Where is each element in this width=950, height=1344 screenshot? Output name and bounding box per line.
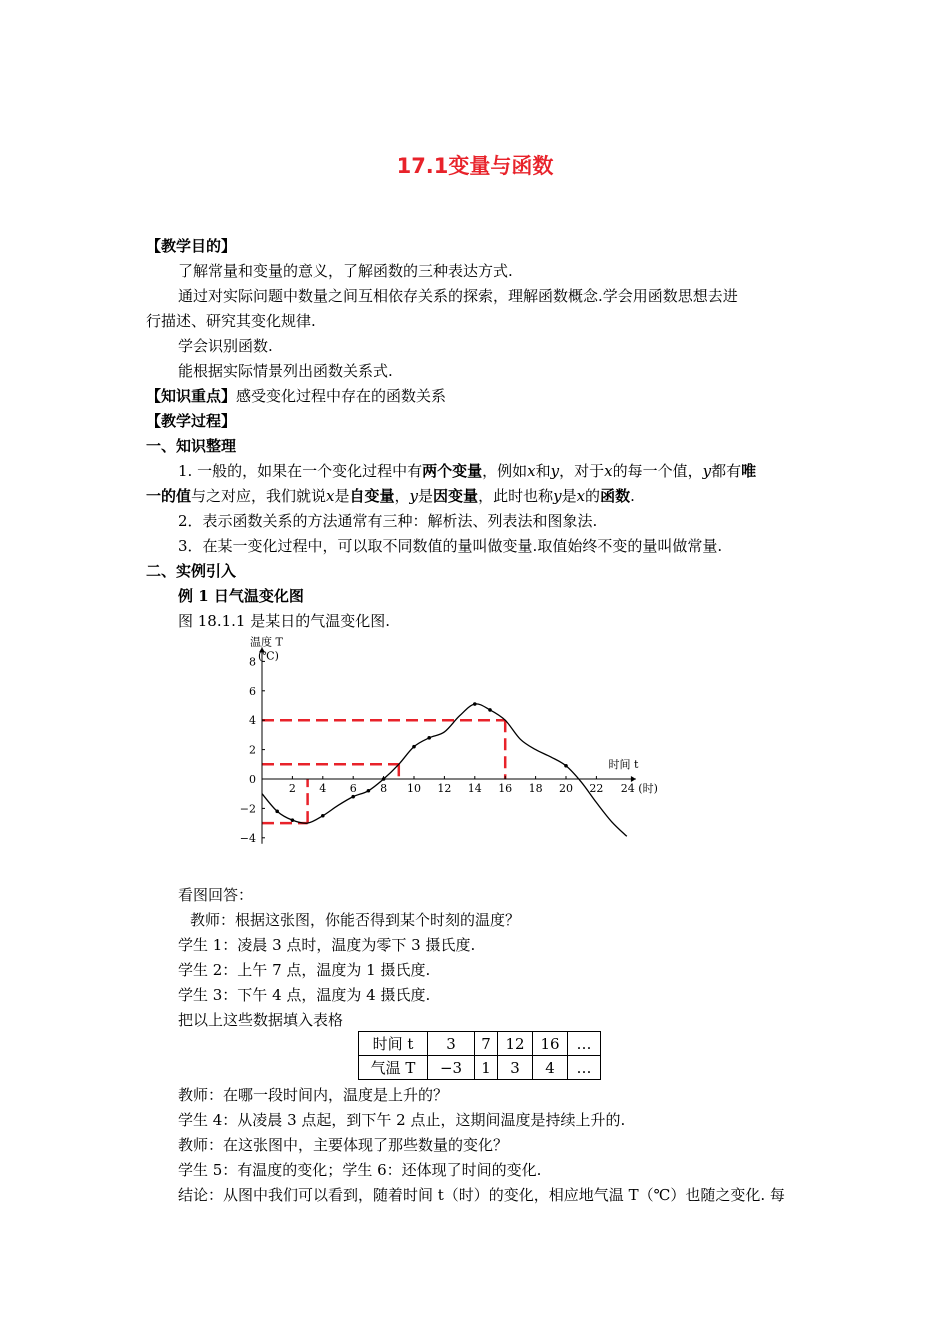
y-tick-label: 8 (249, 655, 256, 669)
def-text: ，例如 (482, 462, 528, 480)
var-y: y (702, 462, 712, 480)
x-tick-label: 12 (437, 782, 452, 795)
y-axis-unit: (℃) (258, 649, 279, 663)
def-bold: 两个变量 (422, 462, 483, 480)
data-point (321, 814, 325, 818)
table-row (359, 1032, 601, 1056)
var-x: x (527, 462, 536, 480)
part2-header: 二、实例引入 (146, 562, 237, 580)
temperature-chart (230, 634, 670, 854)
var-y: y (550, 462, 560, 480)
data-point (367, 789, 371, 793)
table-cell: 12 (498, 1032, 533, 1056)
data-point (351, 795, 355, 799)
x-tick-label-24: 24 (时) (620, 782, 658, 795)
knowledge-item-2: 2．表示函数关系的方法通常有三种：解析法、列表法和图象法. (178, 512, 598, 530)
page-title: 17.1变量与函数 (396, 154, 554, 178)
data-point (564, 764, 568, 768)
temperature-line (262, 704, 627, 836)
def-bold: 一的值 (146, 487, 192, 505)
def-text: 的每一个值， (612, 462, 703, 480)
definition-line-2 (146, 484, 814, 508)
x-tick-label: 4 (319, 782, 327, 795)
table-cell: 3 (428, 1032, 475, 1056)
qa2-line-3: 学生 5：有温度的变化；学生 6：还体现了时间的变化. (178, 1161, 542, 1179)
qa-line-1: 教师：根据这张图，你能否得到某个时刻的温度？ (190, 911, 521, 929)
table-cell: 1 (475, 1056, 498, 1080)
def-text: 和 (535, 462, 551, 480)
key-point-text: 感受变化过程中存在的函数关系 (236, 387, 447, 405)
def-text: 是 (418, 487, 434, 505)
qa2-line-1: 学生 4：从凌晨 3 点起，到下午 2 点止，这期间温度是持续上升的. (178, 1111, 626, 1129)
qa2-line-0: 教师：在哪一段时间内，温度是上升的？ (178, 1086, 449, 1104)
def-bold: 唯 (741, 462, 757, 480)
def-text: ，对于 (559, 462, 605, 480)
goal-item-4: 能根据实际情景列出函数关系式. (178, 362, 393, 380)
x-axis-label: 时间 t (608, 758, 639, 771)
table-cell: 4 (533, 1056, 568, 1080)
x-tick-label: 20 (559, 782, 573, 795)
y-tick-label: 6 (249, 684, 256, 698)
qa-line-2: 学生 1：凌晨 3 点时，温度为零下 3 摄氏度. (178, 936, 476, 954)
x-tick-label: 16 (498, 782, 513, 795)
x-tick-label: 14 (467, 782, 482, 795)
table-cell: 时间 t (359, 1032, 428, 1056)
def-bold: 函数 (600, 487, 631, 505)
y-tick-label: 0 (249, 773, 256, 786)
def-text: ， (394, 487, 410, 505)
key-point-header: 【知识重点】 (146, 387, 237, 405)
def-bold: 因变量 (433, 487, 479, 505)
y-tick-label: −2 (239, 802, 256, 816)
data-table (358, 1031, 601, 1080)
part1-header: 一、知识整理 (146, 437, 237, 455)
y-tick-label: 4 (249, 714, 256, 728)
goal-item-3: 学会识别函数. (178, 337, 273, 355)
chart-series (262, 702, 627, 836)
y-tick-label: 2 (249, 743, 256, 757)
table-cell: … (568, 1032, 601, 1056)
def-bold: 自变量 (349, 487, 395, 505)
table-cell: 16 (533, 1032, 568, 1056)
def-text: . (630, 487, 635, 505)
def-text: 的 (585, 487, 601, 505)
chart-guides (262, 720, 505, 823)
definition-line-1 (178, 459, 846, 483)
def-text: 是 (561, 487, 577, 505)
qa-line-3: 学生 2：上午 7 点，温度为 1 摄氏度. (178, 961, 431, 979)
var-x: x (604, 462, 613, 480)
chart-labels (240, 634, 658, 844)
qa2-line-4: 结论：从图中我们可以看到，随着时间 t（时）的变化，相应地气温 T（℃）也随之变化. 每 (178, 1186, 785, 1204)
table-cell: −3 (428, 1056, 475, 1080)
y-axis-label: 温度 T (250, 635, 283, 649)
def-text: 1. 一般的，如果在一个变化过程中有 (178, 462, 423, 480)
def-text: 与之对应，我们就说 (191, 487, 327, 505)
table-cell: 3 (498, 1056, 533, 1080)
data-point (427, 736, 431, 740)
def-text: 都有 (711, 462, 742, 480)
x-tick-label: 18 (528, 782, 543, 795)
var-x: x (576, 487, 586, 505)
key-point-line (146, 384, 814, 408)
table-cell: 7 (475, 1032, 498, 1056)
section-goal-header: 【教学目的】 (146, 237, 237, 255)
example-title: 例 1 日气温变化图 (178, 587, 304, 605)
qa-line-5: 把以上这些数据填入表格 (178, 1011, 344, 1029)
x-tick-label: 6 (349, 782, 357, 795)
var-y: y (409, 487, 419, 505)
y-tick-label: −4 (239, 831, 256, 845)
var-x: x (326, 487, 335, 505)
process-header: 【教学过程】 (146, 412, 237, 430)
data-point (488, 708, 492, 712)
var-y: y (553, 487, 562, 505)
goal-item-2-cont: 行描述、研究其变化规律. (146, 312, 316, 330)
table-cell: … (568, 1056, 601, 1080)
qa2-line-2: 教师：在这张图中，主要体现了那些数量的变化？ (178, 1136, 509, 1154)
figure-caption: 图 18.1.1 是某日的气温变化图. (178, 612, 391, 630)
goal-item-2: 通过对实际问题中数量之间互相依存关系的探索，理解函数概念.学会用函数思想去进 (178, 287, 738, 305)
x-tick-label: 2 (288, 782, 296, 795)
x-tick-label: 10 (407, 782, 421, 795)
data-point (291, 818, 295, 822)
qa-line-0: 看图回答： (178, 886, 254, 904)
goal-item-1: 了解常量和变量的意义，了解函数的三种表达方式. (178, 262, 513, 280)
data-point (473, 702, 477, 706)
data-point (382, 777, 386, 781)
def-text: ，此时也称 (478, 487, 554, 505)
table-row (359, 1056, 601, 1080)
knowledge-item-3: 3．在某一变化过程中，可以取不同数值的量叫做变量.取值始终不变的量叫做常量. (178, 537, 723, 555)
table-cell: 气温 T (359, 1056, 428, 1080)
chart-axes (259, 647, 636, 843)
data-point (412, 745, 416, 749)
x-tick-label: 22 (589, 782, 604, 795)
qa-line-4: 学生 3：下午 4 点，温度为 4 摄氏度. (178, 986, 431, 1004)
x-tick-label: 8 (380, 782, 388, 795)
data-point (275, 810, 279, 814)
def-text: 是 (334, 487, 350, 505)
